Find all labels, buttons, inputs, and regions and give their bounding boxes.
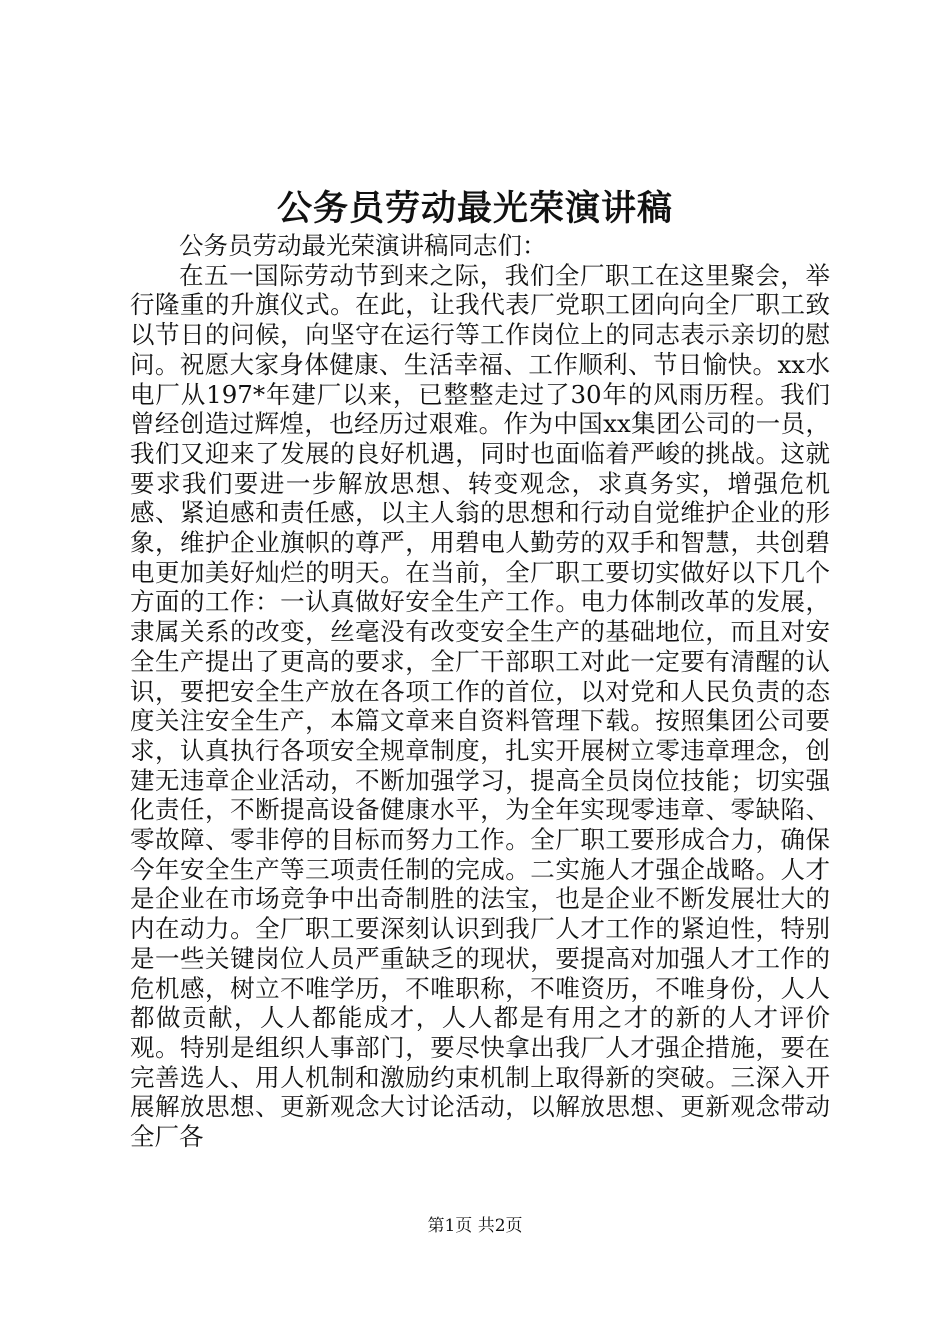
body-paragraph-main: 在五一国际劳动节到来之际，我们全厂职工在这里聚会，举行隆重的升旗仪式。在此，让我代表厂党职工团向向全厂职工致以节日的问候，向坚守在运行等工作岗位上的同志表示亲切的慰问。祝愿大家身体健康、生活幸福、工作顺利、节日愉快。xx水电厂从197*年建厂以来，已整整走过了30年的风雨历程。我们曾经创造过辉煌，也经历过艰难。作为中国xx集团公司的一员，我们又迎来了发展的良好机遇，同时也面临着严峻的挑战。这就要求我们要进一步解放思想、转变观念，求真务实，增强危机感、紧迫感和责任感，以主人翁的思想和行动自觉维护企业的形象，维护企业旗帜的尊严，用碧电人勤劳的双手和智慧，共创碧电更加美好灿烂的明天。在当前，全厂职工要切实做好以下几个方面的工作：一认真做好安全生产工作。电力体制改革的发展，隶属关系的改变，丝毫没有改变安全生产的基础地位，而且对安全生产提出了更高的要求，全厂干部职工对此一定要有清醒的认识，要把安全生产放在各项工作的首位，以对党和人民负责的态度关注安全生产，本篇文章来自资料管理下载。按照集团公司要求，认真执行各项安全规章制度，扎实开展树立零违章理念，创建无违章企业活动，不断加强学习，提高全员岗位技能；切实强化责任，不断提高设备健康水平，为全年实现零违章、零缺陷、零故障、零非停的目标而努力工作。全厂职工要形成合力，确保今年安全生产等三项责任制的完成。二实施人才强企战略。人才是企业在市场竞争中出奇制胜的法宝，也是企业不断发展壮大的内在动力。全厂职工要深刻认识到我厂人才工作的紧迫性，特别是一些关键岗位人员严重缺乏的现状，要提高对加强人才工作的危机感，树立不唯学历，不唯职称，不唯资历，不唯身份，人人都做贡献，人人都能成才，人人都是有用之才的新的人才评价观。特别是组织人事部门，要尽快拿出我厂人才强企措施，要在完善选人、用人机制和激励约束机制上取得新的突破。三深入开展解放思想、更新观念大讨论活动，以解放思想、更新观念带动全厂各 [130, 260, 830, 1152]
page-footer: 第1页 共2页 [427, 1216, 523, 1236]
document-title: 公务员劳动最光荣演讲稿 [276, 188, 673, 229]
document-body [130, 231, 830, 1152]
body-paragraph-greeting: 公务员劳动最光荣演讲稿同志们： [179, 231, 547, 260]
